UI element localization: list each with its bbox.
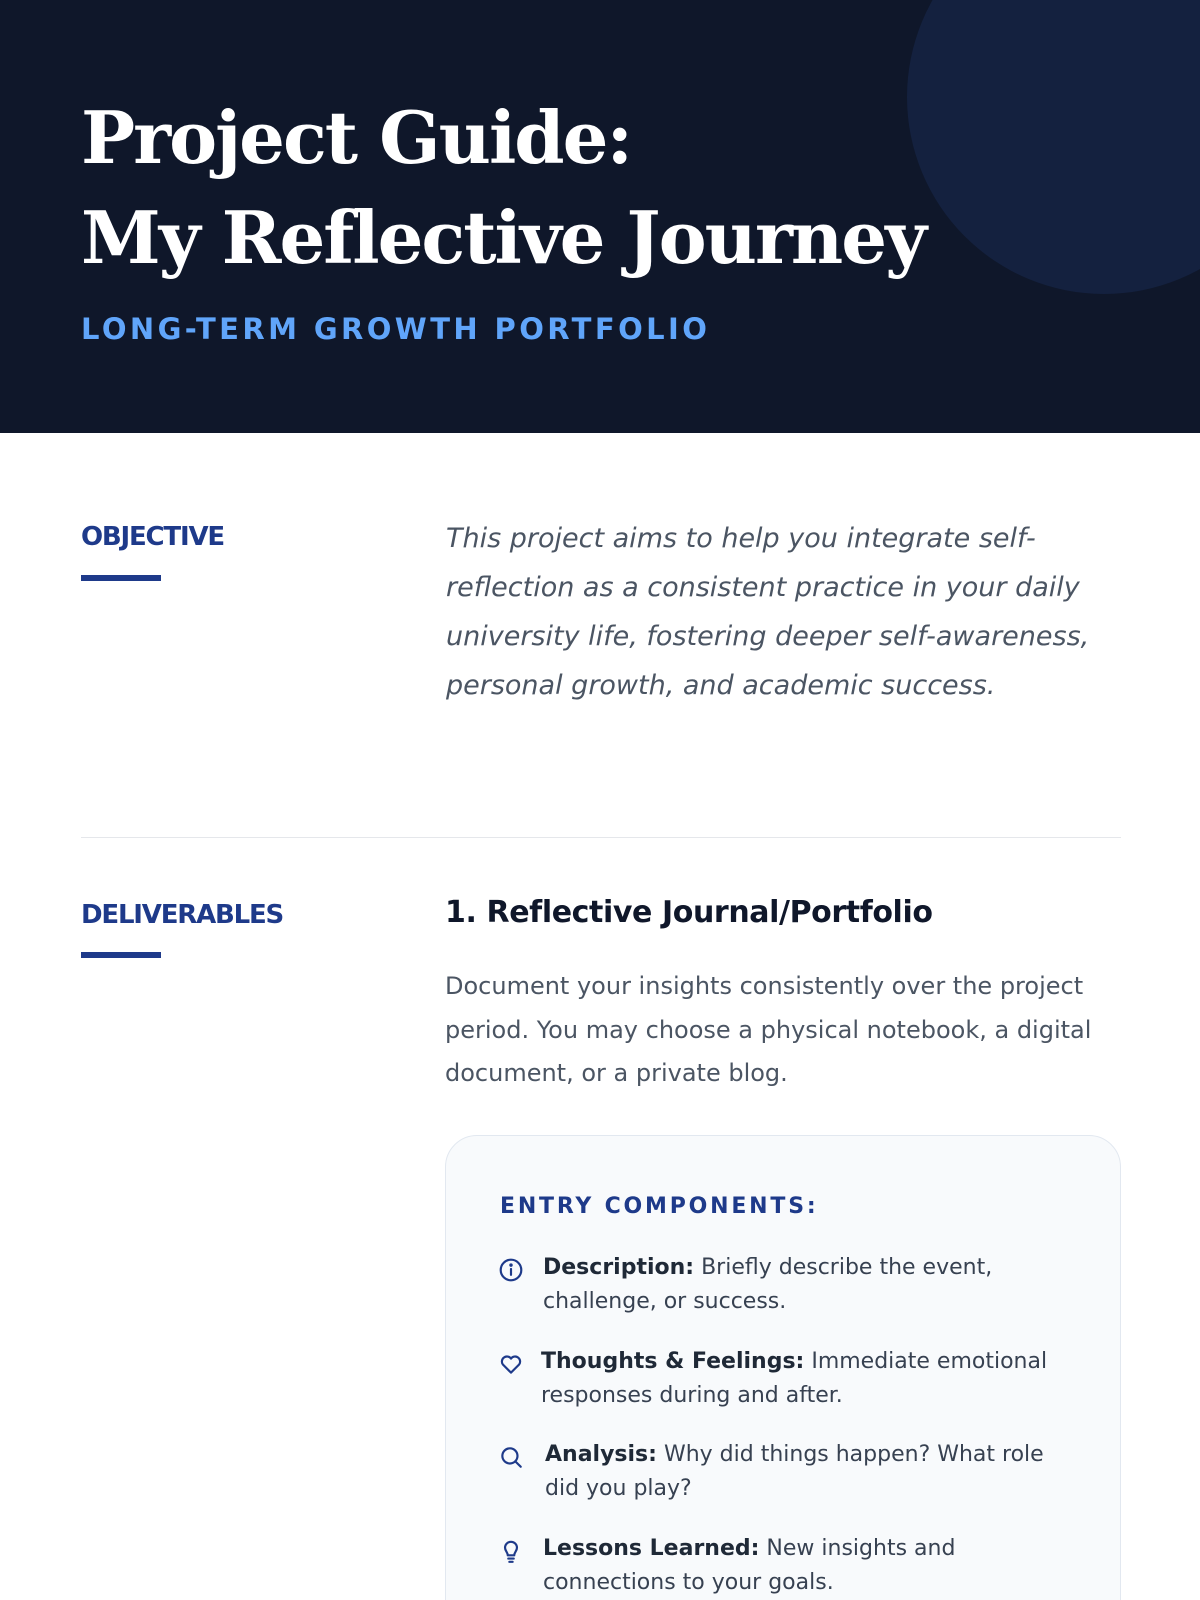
hero-header [0,0,1200,433]
list-item-text [543,1532,1063,1600]
list-item-term: Analysis: [545,1442,657,1467]
list-item-body: Briefly describe the event, challenge, or success. [543,1255,993,1314]
deliverables-label-underline [81,952,161,958]
entry-components-card [445,1135,1121,1600]
decorative-circle [907,0,1200,294]
list-item-body: Why did things happen? What role did you play? [545,1442,1044,1501]
deliverable-description: Document your insights consistently over the project period. You may choose a physical notebook, a digital document, or a private blog. [445,972,1092,1087]
page-title-line-2: My Reflective Journey [81,195,925,280]
objective-label: OBJECTIVE [81,522,224,552]
objective-label-underline [81,575,161,581]
list-item-text [545,1438,1065,1506]
list-item-term: Description: [543,1255,695,1280]
lightbulb-icon [498,1538,524,1564]
list-item-text [543,1251,1063,1319]
list-item-term: Thoughts & Feelings: [541,1349,805,1374]
page-subtitle: LONG-TERM GROWTH PORTFOLIO [81,312,711,346]
info-icon [498,1257,524,1283]
card-title: ENTRY COMPONENTS: [500,1194,819,1219]
heart-icon [498,1351,524,1377]
objective-text: This project aims to help you integrate self-reflection as a consistent practice in your daily university life, fostering deeper self-awareness, personal growth, and academic success. [446,523,1090,701]
search-icon [498,1444,524,1470]
list-item-body: New insights and connections to your goals. [543,1536,956,1595]
page-title-line-1: Project Guide: [81,95,632,180]
list-item-text [541,1345,1061,1413]
list-item-term: Lessons Learned: [543,1536,760,1561]
deliverables-label: DELIVERABLES [81,900,284,930]
section-divider [81,837,1121,838]
page-title [81,88,925,288]
list-item-body: Immediate emotional responses during and after. [541,1349,1048,1408]
deliverable-heading: 1. Reflective Journal/Portfolio [445,895,933,930]
